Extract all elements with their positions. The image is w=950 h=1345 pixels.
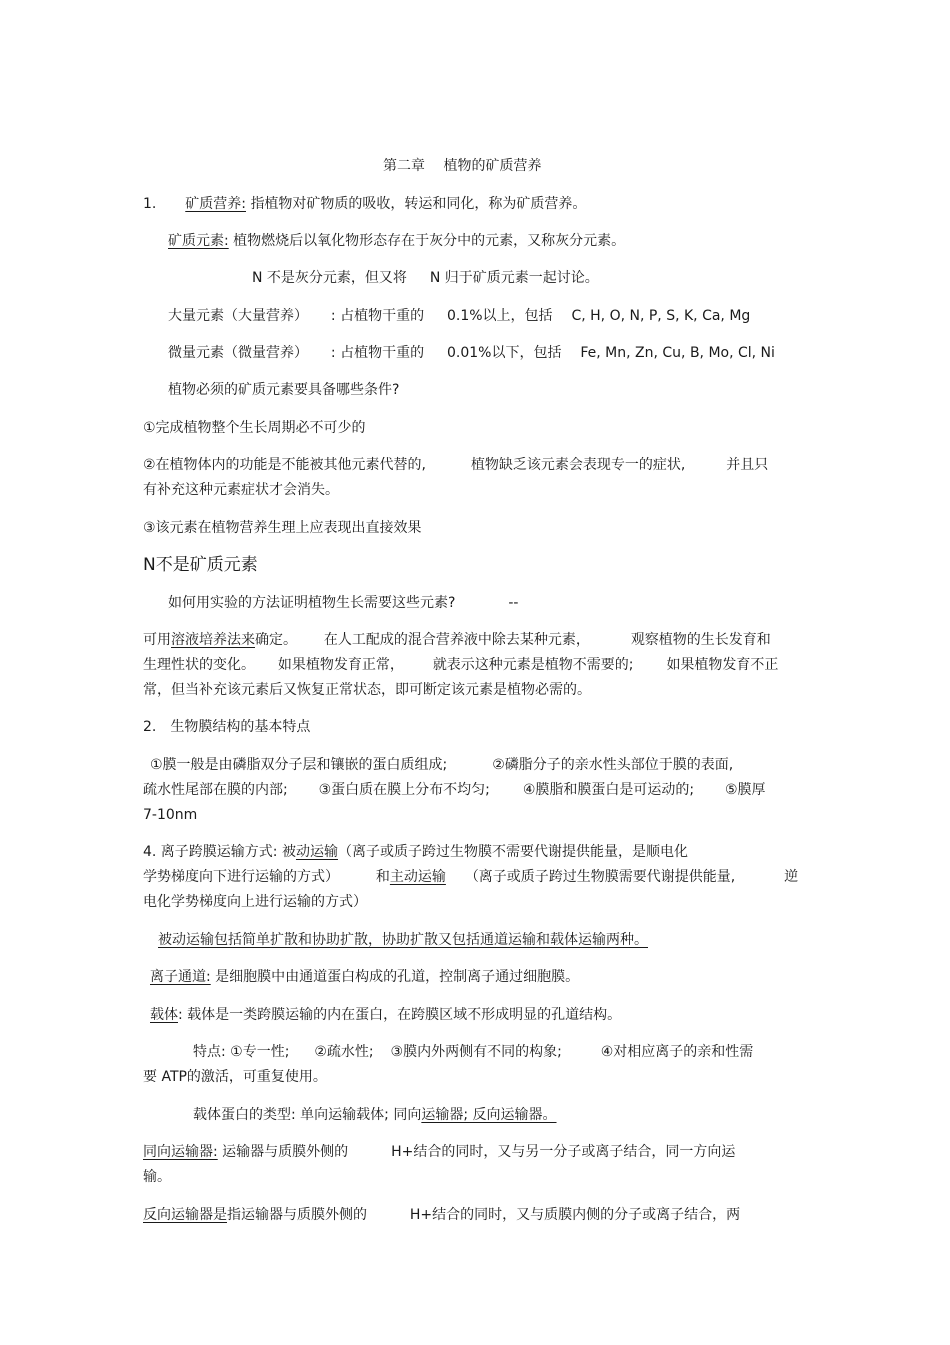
antiporter-a: 指运输器与质膜外侧的 [227,1207,367,1223]
condition-2-line-2: 有补充这种元素症状才会消失。 [143,482,339,498]
term-passive-transport: 动运输 [295,844,338,860]
nitrogen-heading: N不是矿质元素 [143,555,258,575]
antiporter-line [143,1205,740,1225]
term-carrier: 载体 [150,1007,178,1023]
symporter-line-2: 输。 [143,1169,171,1185]
ion-channel-line [150,967,579,987]
term-mineral-nutrition: 矿质营养: [185,196,246,212]
solution-culture-line-1 [143,630,771,650]
p1-pre: 可用 [143,632,171,648]
macro-c: C, H, O, N, P, S, K, Ca, Mg [571,308,751,324]
page-title: 第二章 植物的矿质营养 [383,158,542,174]
carrier-types-pre: 载体蛋白的类型: 单向运输载体; 同向 [193,1107,422,1123]
carrier-features-line-2: 要 ATP的激活，可重复使用。 [143,1069,327,1085]
transport-line-1 [143,842,688,862]
membrane-2d: ⑤膜厚 [725,782,766,798]
transport-line-2 [143,867,798,887]
term-active-transport: 主动运输 [389,869,446,885]
transport-line-3: 电化学势梯度向上进行运输的方式） [143,894,367,910]
experiment-question [168,593,518,613]
solution-culture-line-2 [143,655,778,675]
membrane-2a: 疏水性尾部在膜的内部; [143,782,288,798]
feature-d: ④对相应离子的亲和性需 [600,1044,754,1060]
micro-a: : 占植物干重的 [330,345,425,361]
macro-label: 大量元素（大量营养） [168,308,308,324]
experiment-question-text: 如何用实验的方法证明植物生长需要这些元素? [168,595,456,611]
term-solution-culture: 溶液培养法来 [171,632,255,648]
transport-2d: 逆 [784,869,799,885]
p2-a: 生理性状的变化。 [143,657,255,673]
def-carrier: : 载体是一类跨膜运输的内在蛋白，在跨膜区域不形成明显的孔道结构。 [178,1007,622,1023]
p1-post: 确定。 [255,632,297,648]
passive-transport-types [158,930,648,950]
condition-1: ①完成植物整个生长周期必不可少的 [143,420,366,436]
p2-d: 如果植物发育不正 [666,657,779,673]
membrane-1b: ②磷脂分子的亲水性头部位于膜的表面, [492,757,734,773]
feature-c: ③膜内外两侧有不同的构象; [390,1044,562,1060]
membrane-1a: ①膜一般是由磷脂双分子层和镶嵌的蛋白质组成; [150,757,448,773]
membrane-2b: ③蛋白质在膜上分布不均匀; [318,782,490,798]
conditions-question: 植物必须的矿质元素要具备哪些条件? [168,382,400,398]
carrier-line [150,1005,621,1025]
condition-2-line-1 [143,455,768,475]
micro-c: Fe, Mn, Zn, Cu, B, Mo, Cl, Ni [580,345,775,361]
micro-b: 0.01%以下，包括 [446,345,562,361]
micro-label: 微量元素（微量营养） [168,345,308,361]
transport-2c: （离子或质子跨过生物膜需要代谢提供能量, [464,869,736,885]
condition-3: ③该元素在植物营养生理上应表现出直接效果 [143,520,422,536]
solution-culture-line-3: 常，但当补充该元素后又恢复正常状态，即可断定该元素是植物必需的。 [143,682,591,698]
nitrogen-note [252,268,599,288]
feature-b: ②疏水性; [314,1044,374,1060]
membrane-line-2 [143,780,766,800]
symporter-a: 运输器与质膜外侧的 [222,1144,349,1160]
term-antiporter: 反向运输器是 [143,1207,227,1223]
p2-b: 如果植物发育正常， [277,657,404,673]
macro-a: : 占植物干重的 [330,308,425,324]
carrier-types-underlined: 运输器; 反向运输器。 [421,1107,557,1123]
nitrogen-note-b: N 归于矿质元素一起讨论。 [429,270,599,286]
section-2-heading: 2. 生物膜结构的基本特点 [143,719,311,735]
p1-c: 观察植物的生长发育和 [630,632,771,648]
section-1-line-1 [143,194,586,214]
condition-2c: 并且只 [726,457,769,473]
carrier-types-line [193,1105,557,1125]
experiment-question-dash: -- [508,595,519,611]
micro-elements-line [168,343,775,363]
transport-1-post: （离子或质子跨过生物膜不需要代谢提供能量，是顺电化 [337,844,688,860]
symporter-line-1 [143,1142,735,1162]
condition-2a: ②在植物体内的功能是不能被其他元素代替的, [143,457,426,473]
term-mineral-element: 矿质元素: [168,233,229,249]
p1-b: 在人工配成的混合营养液中除去某种元素， [323,632,590,648]
def-mineral-element: 植物燃烧后以氧化物形态存在于灰分中的元素，又称灰分元素。 [233,233,626,249]
feature-a: 特点: ①专一性; [193,1044,290,1060]
membrane-line-3: 7-10nm [143,807,198,823]
macro-b: 0.1%以上，包括 [446,308,553,324]
symporter-b: H+结合的同时，又与另一分子或离子结合，同一方向运 [391,1144,736,1160]
macro-elements-line [168,306,750,326]
nitrogen-note-a: N 不是灰分元素，但又将 [252,270,407,286]
term-ion-channel: 离子通道: [150,969,211,985]
mineral-element-line [168,231,625,251]
antiporter-b: H+结合的同时，又与质膜内侧的分子或离子结合，两 [409,1207,741,1223]
transport-2b: 和 [375,869,390,885]
section-1-number: 1. [143,196,157,212]
carrier-features-line-1 [193,1042,753,1062]
transport-2a: 学势梯度向下进行运输的方式） [143,869,339,885]
membrane-line-1 [150,755,733,775]
passive-transport-text: 被动运输包括简单扩散和协助扩散，协助扩散又包括通道运输和载体运输两种。 [158,932,648,948]
def-ion-channel: 是细胞膜中由通道蛋白构成的孔道，控制离子通过细胞膜。 [215,969,580,985]
condition-2b: 植物缺乏该元素会表现专一的症状, [470,457,686,473]
transport-1-pre: 4. 离子跨膜运输方式: 被 [143,844,296,860]
term-symporter: 同向运输器: [143,1144,218,1160]
p2-c: 就表示这种元素是植物不需要的; [432,657,634,673]
membrane-2c: ④膜脂和膜蛋白是可运动的; [522,782,695,798]
def-mineral-nutrition: 指植物对矿物质的吸收，转运和同化，称为矿质营养。 [250,196,587,212]
